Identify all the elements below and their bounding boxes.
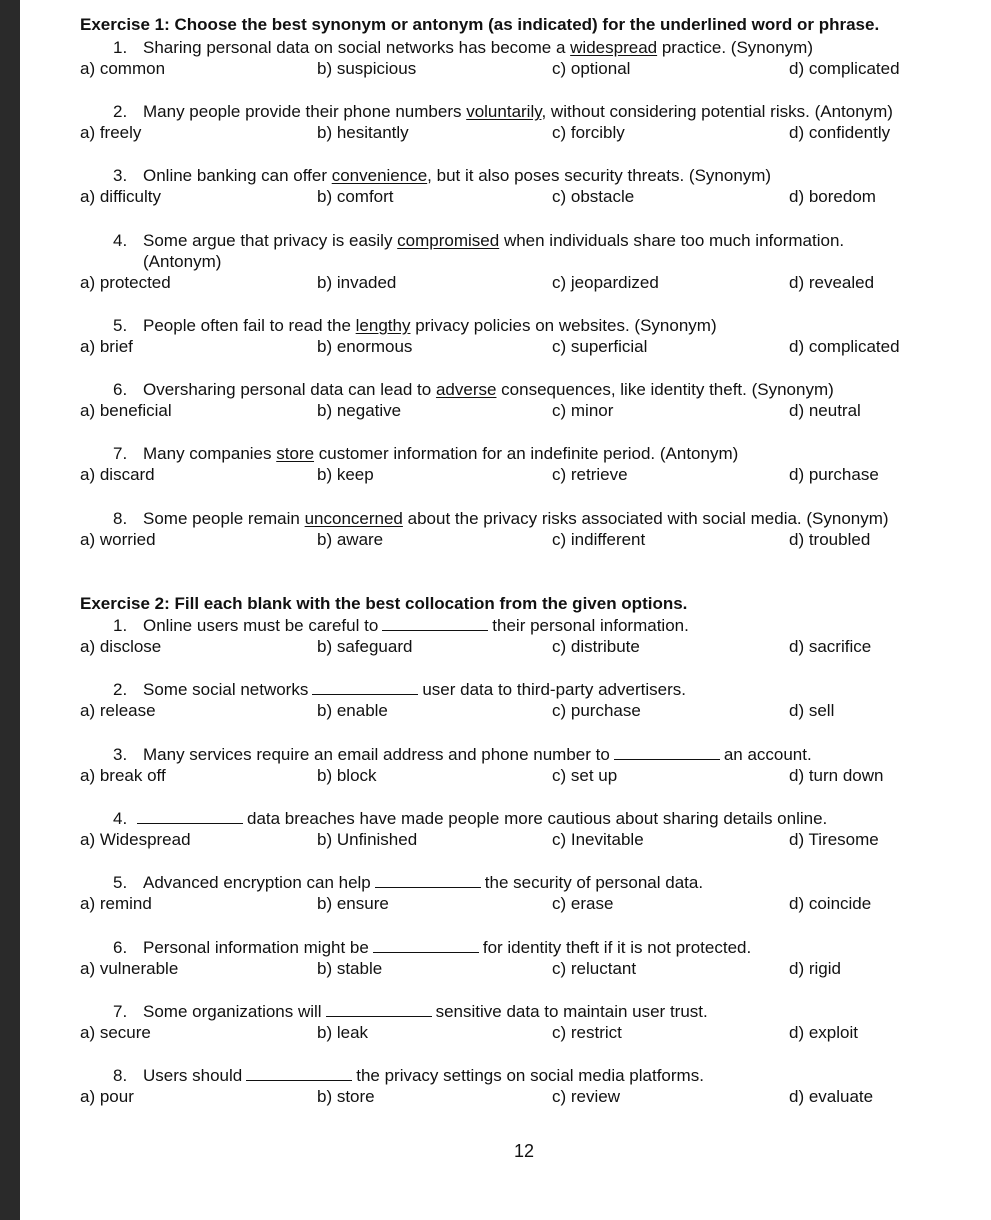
option-a: a) protected	[80, 273, 171, 292]
option-b: b) invaded	[317, 273, 397, 292]
option-a: a) difficulty	[80, 187, 161, 206]
option-c: c) restrict	[552, 1023, 622, 1042]
ex2-options-2	[80, 700, 980, 722]
ex2-question-3: 3. Many services require an email address and phone number to an account.	[113, 745, 812, 764]
ex1-question-8: 8. Some people remain unconcerned about the privacy risks associated with social media. (Synonym)	[113, 509, 889, 528]
ex2-options-8	[80, 1086, 980, 1108]
question-number: 1.	[113, 616, 128, 635]
answer-blank[interactable]	[246, 1065, 352, 1081]
exercise-2-heading: Exercise 2: Fill each blank with the best collocation from the given options.	[80, 594, 688, 613]
question-number: 8.	[113, 1066, 128, 1085]
option-c: c) superficial	[552, 337, 648, 356]
option-d: d) confidently	[789, 123, 891, 142]
option-c: c) review	[552, 1087, 621, 1106]
question-number: 1.	[113, 38, 128, 57]
option-c: c) optional	[552, 59, 631, 78]
ex2-question-7: 7. Some organizations will sensitive data to maintain user trust.	[113, 1002, 708, 1021]
ex1-question-7: 7. Many companies store customer information for an indefinite period. (Antonym)	[113, 444, 739, 463]
option-c: c) minor	[552, 401, 614, 420]
answer-blank[interactable]	[326, 1001, 432, 1017]
option-d: d) revealed	[789, 273, 875, 292]
option-d: d) complicated	[789, 337, 900, 356]
ex1-options-8	[80, 529, 980, 551]
option-a: a) disclose	[80, 637, 162, 656]
option-c: c) jeopardized	[552, 273, 659, 292]
ex1-options-5	[80, 336, 980, 358]
question-number: 4.	[113, 231, 128, 250]
option-a: a) beneficial	[80, 401, 172, 420]
option-a: a) vulnerable	[80, 959, 179, 978]
option-b: b) store	[317, 1087, 375, 1106]
option-d: d) exploit	[789, 1023, 858, 1042]
page-number: 12	[514, 1141, 535, 1161]
ex2-question-5: 5. Advanced encryption can help the security of personal data.	[113, 873, 704, 892]
option-c: c) indifferent	[552, 530, 646, 549]
option-a: a) worried	[80, 530, 156, 549]
question-number: 5.	[113, 316, 128, 335]
option-d: d) boredom	[789, 187, 876, 206]
option-c: c) retrieve	[552, 465, 628, 484]
option-b: b) safeguard	[317, 637, 413, 656]
worksheet-page	[80, 0, 980, 1220]
ex2-question-1: 1. Online users must be careful to their personal information.	[113, 616, 689, 635]
ex2-options-5	[80, 893, 980, 915]
option-d: d) Tiresome	[789, 830, 879, 849]
option-d: d) complicated	[789, 59, 900, 78]
question-number: 2.	[113, 680, 128, 699]
ex1-options-4	[80, 272, 980, 294]
option-a: a) pour	[80, 1087, 134, 1106]
ex1-options-6	[80, 400, 980, 422]
ex2-question-4: 4. data breaches have made people more cautious about sharing details online.	[113, 809, 828, 828]
ex1-question-6: 6. Oversharing personal data can lead to adverse consequences, like identity theft. (Synonym)	[113, 380, 834, 399]
option-d: d) evaluate	[789, 1087, 874, 1106]
option-d: d) neutral	[789, 401, 861, 420]
ex2-question-6: 6. Personal information might be for identity theft if it is not protected.	[113, 938, 752, 957]
answer-blank[interactable]	[312, 679, 418, 695]
answer-blank[interactable]	[614, 744, 720, 760]
option-c: c) purchase	[552, 701, 641, 720]
answer-blank[interactable]	[375, 872, 481, 888]
ex1-question-3: 3. Online banking can offer convenience, but it also poses security threats. (Synonym)	[113, 166, 772, 185]
option-c: c) forcibly	[552, 123, 625, 142]
option-b: b) leak	[317, 1023, 369, 1042]
ex1-question-1: 1. Sharing personal data on social networks has become a widespread practice. (Synonym)	[113, 38, 813, 57]
underlined-word: unconcerned	[304, 509, 403, 528]
option-a: a) common	[80, 59, 166, 78]
answer-blank[interactable]	[137, 808, 243, 824]
ex1-options-2	[80, 122, 980, 144]
question-number: 3.	[113, 745, 128, 764]
underlined-word: convenience	[331, 166, 428, 185]
ex1-question-5: 5. People often fail to read the lengthy privacy policies on websites. (Synonym)	[113, 316, 717, 335]
option-b: b) block	[317, 766, 377, 785]
option-b: b) comfort	[317, 187, 394, 206]
ex2-options-3	[80, 765, 980, 787]
answer-blank[interactable]	[382, 615, 488, 631]
ex2-question-8: 8. Users should the privacy settings on social media platforms.	[113, 1066, 704, 1085]
question-number: 7.	[113, 1002, 128, 1021]
option-b: b) aware	[317, 530, 384, 549]
option-a: a) break off	[80, 766, 166, 785]
option-b: b) keep	[317, 465, 374, 484]
ex2-options-7	[80, 1022, 980, 1044]
option-d: d) troubled	[789, 530, 871, 549]
ex1-options-1	[80, 58, 980, 80]
option-a: a) freely	[80, 123, 142, 142]
option-b: b) stable	[317, 959, 383, 978]
ex1-question-2: 2. Many people provide their phone numbers voluntarily, without considering potential risks. (Antonym)	[113, 102, 893, 121]
option-c: c) obstacle	[552, 187, 635, 206]
option-c: c) Inevitable	[552, 830, 644, 849]
ex2-options-1	[80, 636, 980, 658]
ex2-options-6	[80, 958, 980, 980]
ex1-question-4: 4. Some argue that privacy is easily compromised when individuals share too much information. (Antonym)	[113, 231, 845, 271]
option-a: a) secure	[80, 1023, 151, 1042]
underlined-word: compromised	[397, 231, 500, 250]
underlined-word: widespread	[570, 38, 658, 57]
option-a: a) release	[80, 701, 156, 720]
option-b: b) negative	[317, 401, 402, 420]
option-a: a) brief	[80, 337, 133, 356]
option-d: d) purchase	[789, 465, 879, 484]
option-d: d) coincide	[789, 894, 872, 913]
option-c: c) set up	[552, 766, 618, 785]
exercise-1-heading: Exercise 1: Choose the best synonym or antonym (as indicated) for the underlined word or phrase.	[80, 15, 880, 34]
answer-blank[interactable]	[373, 937, 479, 953]
option-a: a) discard	[80, 465, 155, 484]
option-d: d) turn down	[789, 766, 884, 785]
option-d: d) rigid	[789, 959, 841, 978]
dark-page-edge	[0, 0, 20, 1220]
question-number: 6.	[113, 380, 128, 399]
option-b: b) suspicious	[317, 59, 417, 78]
underlined-word: store	[276, 444, 315, 463]
option-a: a) remind	[80, 894, 152, 913]
question-number: 2.	[113, 102, 128, 121]
option-c: c) erase	[552, 894, 614, 913]
option-d: d) sell	[789, 701, 835, 720]
option-a: a) Widespread	[80, 830, 191, 849]
ex2-question-2: 2. Some social networks user data to third-party advertisers.	[113, 680, 686, 699]
underlined-word: voluntarily	[466, 102, 542, 121]
question-number: 5.	[113, 873, 128, 892]
question-number: 3.	[113, 166, 128, 185]
option-b: b) hesitantly	[317, 123, 409, 142]
question-number: 6.	[113, 938, 128, 957]
option-d: d) sacrifice	[789, 637, 872, 656]
ex2-options-4	[80, 829, 980, 851]
option-b: b) ensure	[317, 894, 389, 913]
underlined-word: adverse	[435, 380, 497, 399]
ex1-options-7	[80, 464, 980, 486]
underlined-word: lengthy	[355, 316, 411, 335]
option-b: b) enormous	[317, 337, 413, 356]
question-number: 8.	[113, 509, 128, 528]
option-c: c) reluctant	[552, 959, 637, 978]
option-b: b) Unfinished	[317, 830, 418, 849]
option-b: b) enable	[317, 701, 388, 720]
ex1-options-3	[80, 186, 980, 208]
option-c: c) distribute	[552, 637, 640, 656]
question-number: 4.	[113, 809, 128, 828]
question-number: 7.	[113, 444, 128, 463]
